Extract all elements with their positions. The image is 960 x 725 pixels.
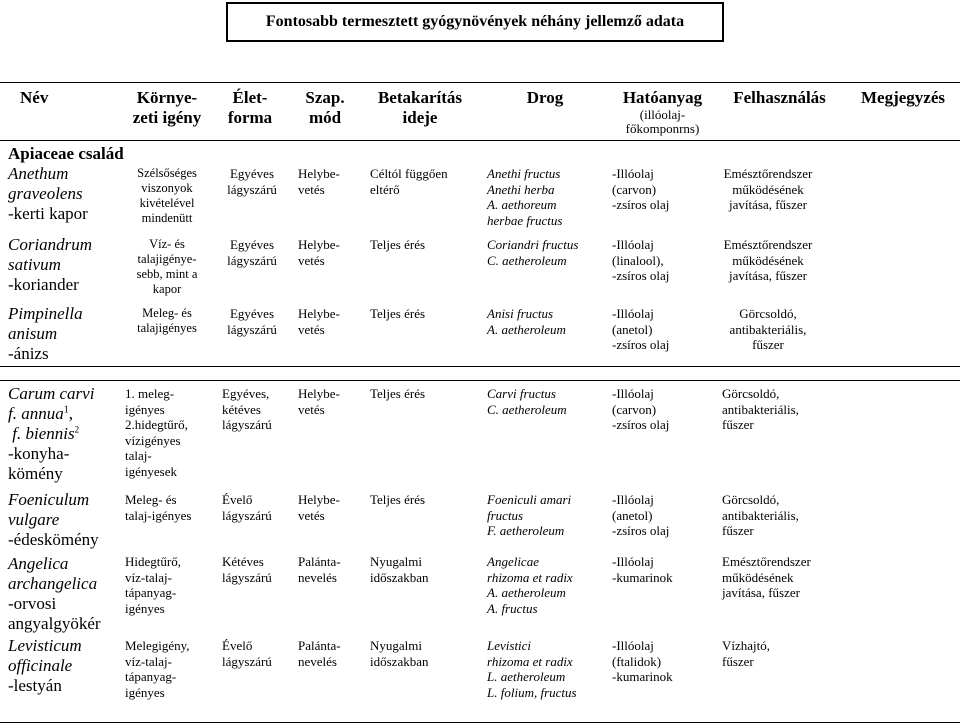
row-angelica-name: Angelica archangelica -orvosi angyalgyökér	[8, 554, 101, 633]
col-header-betakaritas: Betakarítás ideje	[377, 88, 463, 127]
row-pimpinella-drog: Anisi fructus A. aetheroleum	[487, 306, 566, 337]
col-header-szap: Szap. mód	[305, 88, 345, 127]
col-header-eletforma: Élet- forma	[227, 88, 273, 127]
row-coriandrum-betakaritas: Teljes érés	[370, 237, 426, 252]
row-levisticum-hatoanyag: -Illóolaj (ftalidok) -kumarinok	[612, 638, 673, 685]
col-header-megjegyzes: Megjegyzés	[860, 88, 945, 107]
row-carum-drog: Carvi fructus C. aetheroleum	[487, 386, 567, 417]
table-page-break-bottom	[0, 380, 960, 381]
row-pimpinella-kornyezeti: Meleg- és talajigényes	[137, 306, 197, 335]
row-coriandrum-szap: Helybe- vetés	[298, 237, 340, 268]
row-levisticum-betakaritas: Nyugalmi időszakban	[370, 638, 429, 669]
row-anethum-hatoanyag: -Illóolaj (carvon) -zsíros olaj	[612, 166, 670, 213]
row-pimpinella-felhasznalas: Görcsoldó, antibakteriális, fűszer	[729, 306, 807, 353]
row-angelica-drog: Angelicae rhizoma et radix A. aetheroleum A. fructus	[487, 554, 573, 616]
table-top-border	[0, 82, 960, 83]
row-foeniculum-drog: Foeniculi amari fructus F. aetheroleum	[487, 492, 572, 539]
row-foeniculum-szap: Helybe- vetés	[298, 492, 340, 523]
row-coriandrum-drog: Coriandri fructus C. aetheroleum	[487, 237, 579, 268]
row-coriandrum-hatoanyag: -Illóolaj (linalool), -zsíros olaj	[612, 237, 670, 284]
page-title	[226, 2, 724, 42]
row-levisticum-felhasznalas: Vízhajtó, fűszer	[722, 638, 771, 669]
row-carum-szap: Helybe- vetés	[298, 386, 340, 417]
row-levisticum-drog: Levistici rhizoma et radix L. aetheroleum L. folium, fructus	[487, 638, 577, 700]
row-angelica-hatoanyag: -Illóolaj -kumarinok	[612, 554, 673, 585]
row-angelica-kornyezeti: Hidegtűrő, víz-talaj- tápanyag- igényes	[125, 554, 181, 616]
row-anethum-szap: Helybe- vetés	[298, 166, 340, 197]
row-coriandrum-felhasznalas: Emésztőrendszer működésének javítása, fűszer	[723, 237, 813, 284]
row-pimpinella-eletforma: Egyéves lágyszárú	[227, 306, 277, 337]
row-foeniculum-betakaritas: Teljes érés	[370, 492, 426, 507]
row-pimpinella-betakaritas: Teljes érés	[370, 306, 426, 321]
row-pimpinella-szap: Helybe- vetés	[298, 306, 340, 337]
row-anethum-kornyezeti: Szélsőséges viszonyok kivételével mindenütt	[137, 166, 197, 225]
section-label: Apiaceae család	[8, 144, 124, 163]
row-levisticum-name: Levisticum officinale -lestyán	[8, 636, 82, 695]
row-carum-name: Carum carvi f. annua$^1$, f. biennis$^2$ -konyha- kömény	[8, 384, 95, 483]
col-header-nev: Név	[20, 88, 49, 107]
col-header-hatoanyag: Hatóanyag (illóolaj- főkomponrns)	[622, 88, 703, 137]
col-header-kornyezeti: Környe- zeti igény	[132, 88, 202, 127]
row-anethum-drog: Anethi fructus Anethi herba A. aethoreum herbae fructus	[487, 166, 563, 228]
row-angelica-szap: Palánta- nevelés	[298, 554, 341, 585]
header-bottom-border	[0, 140, 960, 141]
row-anethum-eletforma: Egyéves lágyszárú	[227, 166, 277, 197]
row-angelica-felhasznalas: Emésztőrendszer működésének javítása, fűszer	[722, 554, 811, 601]
row-carum-felhasznalas: Görcsoldó, antibakteriális, fűszer	[722, 386, 799, 433]
row-angelica-betakaritas: Nyugalmi időszakban	[370, 554, 429, 585]
row-foeniculum-name: Foeniculum vulgare -édeskömény	[8, 490, 99, 549]
row-foeniculum-felhasznalas: Görcsoldó, antibakteriális, fűszer	[722, 492, 799, 539]
row-carum-eletforma: Egyéves, kétéves lágyszárú	[222, 386, 272, 433]
row-coriandrum-kornyezeti: Víz- és talajigénye- sebb, mint a kapor	[136, 237, 198, 296]
table-bottom-border	[0, 722, 960, 723]
row-angelica-eletforma: Kétéves lágyszárú	[222, 554, 272, 585]
page-title-text: Fontosabb termesztett gyógynövények néhány jellemző adata	[265, 13, 685, 30]
row-levisticum-szap: Palánta- nevelés	[298, 638, 341, 669]
row-levisticum-eletforma: Évelő lágyszárú	[222, 638, 272, 669]
row-coriandrum-name: Coriandrum sativum -koriander	[8, 235, 93, 294]
row-anethum-felhasznalas: Emésztőrendszer működésének javítása, fűszer	[723, 166, 813, 213]
row-anethum-betakaritas: Céltól függően eltérő	[370, 166, 448, 197]
row-pimpinella-hatoanyag: -Illóolaj (anetol) -zsíros olaj	[612, 306, 670, 353]
row-levisticum-kornyezeti: Melegigény, víz-talaj- tápanyag- igényes	[125, 638, 190, 700]
row-coriandrum-eletforma: Egyéves lágyszárú	[227, 237, 277, 268]
row-foeniculum-eletforma: Évelő lágyszárú	[222, 492, 272, 523]
row-foeniculum-hatoanyag: -Illóolaj (anetol) -zsíros olaj	[612, 492, 670, 539]
row-carum-kornyezeti: 1. meleg- igényes 2.hidegtűrő, vízigényes talaj- igényesek	[125, 386, 188, 479]
col-header-drog: Drog	[526, 88, 564, 107]
row-carum-betakaritas: Teljes érés	[370, 386, 426, 401]
row-foeniculum-kornyezeti: Meleg- és talaj-igényes	[125, 492, 192, 523]
row-anethum-name: Anethum graveolens -kerti kapor	[8, 164, 88, 223]
table-page-break-top	[0, 366, 960, 367]
row-carum-hatoanyag: -Illóolaj (carvon) -zsíros olaj	[612, 386, 670, 433]
row-pimpinella-name: Pimpinella anisum -ánizs	[8, 304, 83, 363]
col-header-felhasznalas: Felhasználás	[733, 88, 826, 107]
